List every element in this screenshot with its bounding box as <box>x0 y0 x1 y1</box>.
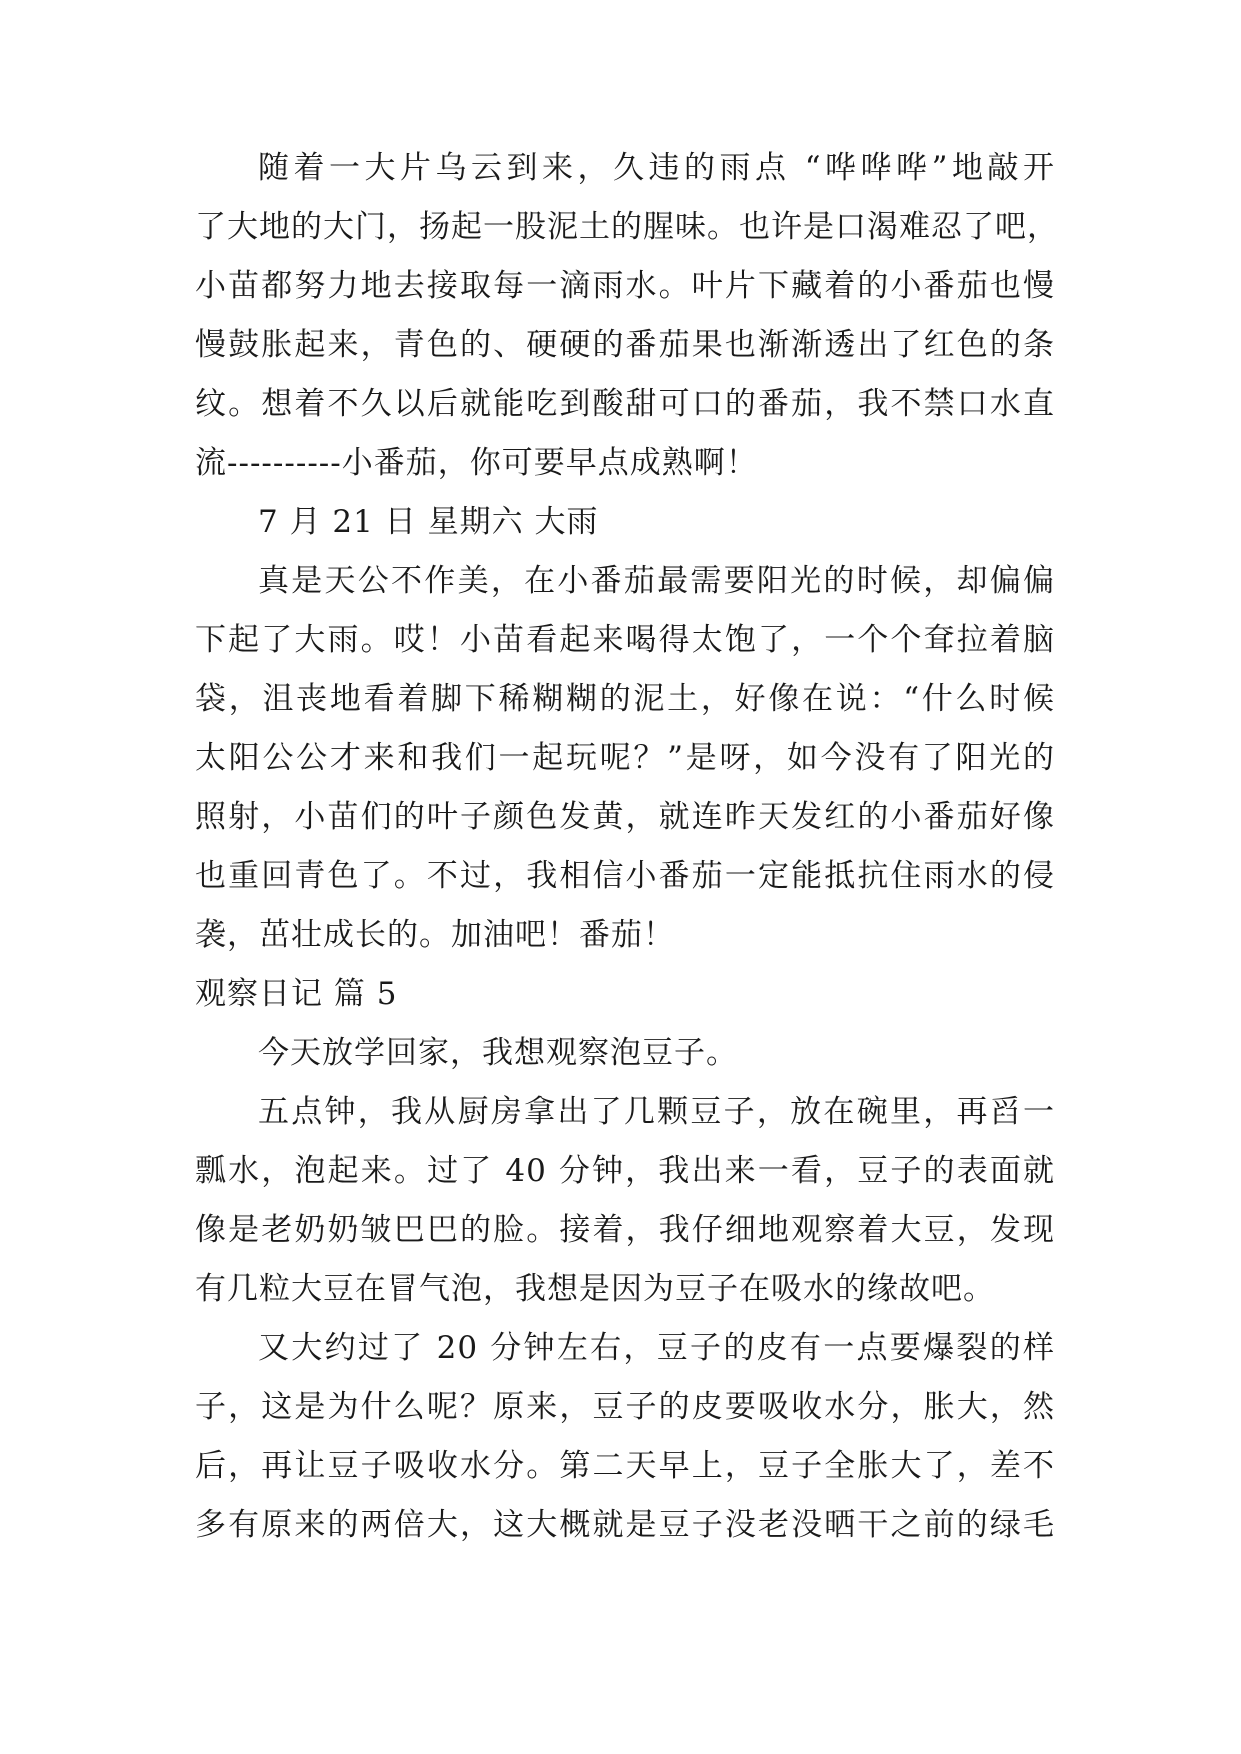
text-line: 纹。想着不久以后就能吃到酸甜可口的番茄，我不禁口水直 <box>195 386 1055 422</box>
text-line: 五点钟，我从厨房拿出了几颗豆子，放在碗里，再舀一 <box>258 1094 1055 1130</box>
text-line: 照射，小苗们的叶子颜色发黄，就连昨天发红的小番茄好像 <box>195 799 1055 835</box>
text-line: 随着一大片乌云到来，久违的雨点 “哗哗哗”地敲开 <box>258 150 1055 186</box>
text-line: 也重回青色了。不过，我相信小番茄一定能抵抗住雨水的侵 <box>195 858 1055 894</box>
text-line: 又大约过了 20 分钟左右，豆子的皮有一点要爆裂的样 <box>258 1330 1055 1366</box>
text-line: 像是老奶奶皱巴巴的脸。接着，我仔细地观察着大豆，发现 <box>195 1212 1055 1248</box>
text-line: 太阳公公才来和我们一起玩呢？”是呀，如今没有了阳光的 <box>195 740 1055 776</box>
text-line: 袋，沮丧地看着脚下稀糊糊的泥土，好像在说：“什么时候 <box>195 681 1055 717</box>
text-line: 流----------小番茄，你可要早点成熟啊！ <box>195 445 758 481</box>
text-line: 真是天公不作美，在小番茄最需要阳光的时候，却偏偏 <box>258 563 1055 599</box>
text-line: 今天放学回家，我想观察泡豆子。 <box>258 1035 738 1071</box>
text-line: 子，这是为什么呢？原来，豆子的皮要吸收水分，胀大，然 <box>195 1389 1055 1425</box>
section-heading: 观察日记 篇 5 <box>195 976 398 1012</box>
text-line: 了大地的大门，扬起一股泥土的腥味。也许是口渴难忍了吧， <box>195 209 1059 245</box>
text-line: 袭，茁壮成长的。加油吧！番茄！ <box>195 917 675 953</box>
text-line: 多有原来的两倍大，这大概就是豆子没老没晒干之前的绿毛 <box>195 1507 1055 1543</box>
date-line: 7 月 21 日 星期六 大雨 <box>258 504 599 540</box>
text-line: 后，再让豆子吸收水分。第二天早上，豆子全胀大了，差不 <box>195 1448 1055 1484</box>
text-line: 小苗都努力地去接取每一滴雨水。叶片下藏着的小番茄也慢 <box>195 268 1055 304</box>
text-line: 慢鼓胀起来，青色的、硬硬的番茄果也渐渐透出了红色的条 <box>195 327 1055 363</box>
text-line: 下起了大雨。哎！小苗看起来喝得太饱了，一个个耷拉着脑 <box>195 622 1055 658</box>
text-line: 有几粒大豆在冒气泡，我想是因为豆子在吸水的缘故吧。 <box>195 1271 995 1307</box>
text-line: 瓢水，泡起来。过了 40 分钟，我出来一看，豆子的表面就 <box>195 1153 1055 1189</box>
